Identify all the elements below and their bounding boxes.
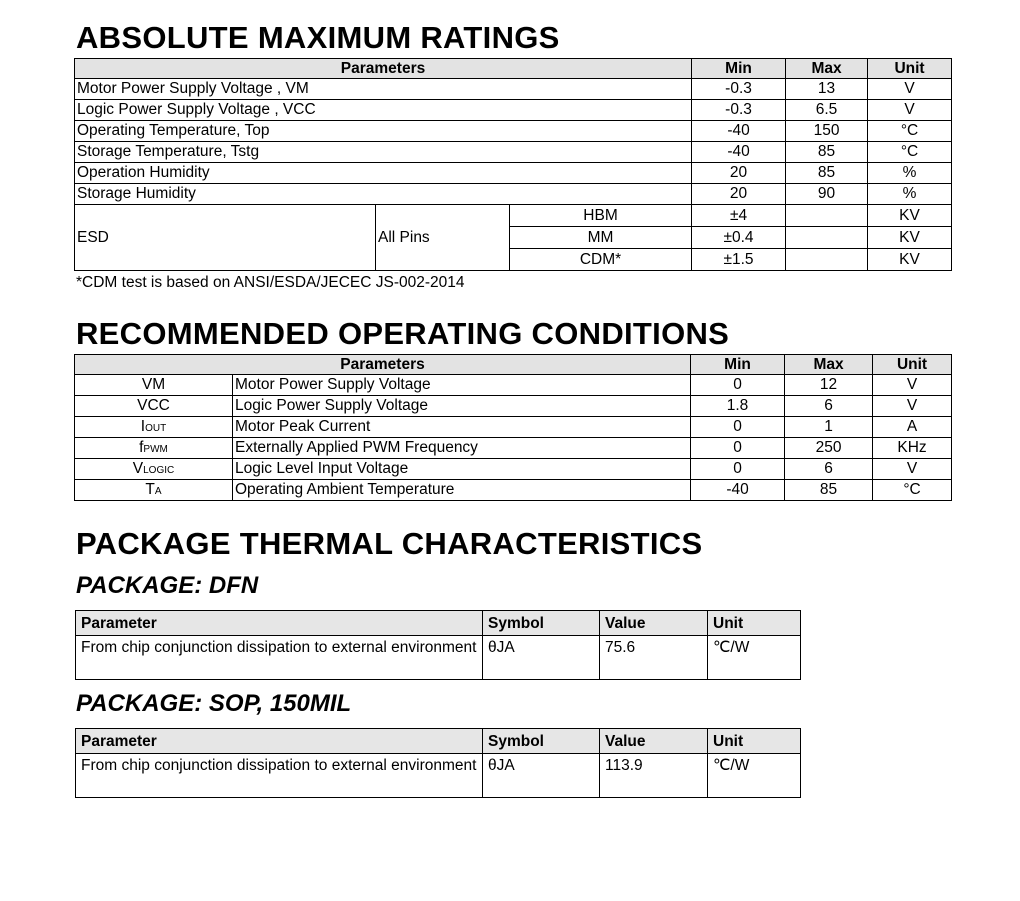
min-cell: 0 [691, 438, 785, 459]
min-cell: 0 [691, 459, 785, 480]
min-cell: ±4 [692, 205, 786, 227]
unit-cell: KHz [873, 438, 952, 459]
amr-header-parameters: Parameters [75, 59, 692, 79]
param-cell: Motor Power Supply Voltage [233, 375, 691, 396]
table-row [75, 184, 952, 205]
header-unit: Unit [708, 729, 801, 754]
unit-cell: V [873, 459, 952, 480]
esd-model-cell: MM [510, 227, 692, 249]
package-sop-table [75, 728, 801, 798]
param-cell: Motor Power Supply Voltage , VM [75, 79, 692, 100]
min-cell: -40 [692, 142, 786, 163]
table-row [75, 480, 952, 501]
unit-cell: °C [873, 480, 952, 501]
min-cell: 1.8 [691, 396, 785, 417]
min-cell: -0.3 [692, 100, 786, 121]
esd-label-cell: ESD [75, 205, 376, 271]
symbol-main: V [132, 460, 144, 478]
table-row [75, 375, 952, 396]
amr-table [74, 58, 952, 271]
symbol-cell [75, 396, 233, 417]
param-cell: Operating Temperature, Top [75, 121, 692, 142]
param-cell: Logic Level Input Voltage [233, 459, 691, 480]
table-row [75, 100, 952, 121]
table-row [76, 754, 801, 798]
min-cell: 20 [692, 163, 786, 184]
table-row [75, 417, 952, 438]
header-parameter: Parameter [76, 611, 483, 636]
amr-header-unit: Unit [868, 59, 952, 79]
roc-table [74, 354, 952, 501]
symbol-cell [75, 459, 233, 480]
symbol-sub: PWM [143, 444, 168, 456]
max-cell: 85 [786, 163, 868, 184]
table-row [75, 205, 952, 227]
min-cell: -40 [692, 121, 786, 142]
package-dfn-title: PACKAGE: DFN [76, 572, 259, 599]
symbol-cell [75, 438, 233, 459]
param-cell: Operation Humidity [75, 163, 692, 184]
unit-cell: A [873, 417, 952, 438]
unit-cell: V [873, 396, 952, 417]
unit-cell: KV [868, 227, 952, 249]
param-cell: Storage Temperature, Tstg [75, 142, 692, 163]
max-cell: 12 [785, 375, 873, 396]
symbol-sub: OUT [145, 423, 167, 435]
param-cell: Storage Humidity [75, 184, 692, 205]
table-row [75, 459, 952, 480]
table-row [75, 396, 952, 417]
unit-cell: % [868, 184, 952, 205]
header-value: Value [600, 729, 708, 754]
unit-cell: V [873, 375, 952, 396]
symbol-main: f [139, 439, 144, 457]
header-value: Value [600, 611, 708, 636]
symbol-cell [75, 375, 233, 396]
roc-header-unit: Unit [873, 355, 952, 375]
header-symbol: Symbol [483, 611, 600, 636]
roc-header-max: Max [785, 355, 873, 375]
roc-header-min: Min [691, 355, 785, 375]
unit-cell: % [868, 163, 952, 184]
max-cell: 6.5 [786, 100, 868, 121]
param-cell: Logic Power Supply Voltage [233, 396, 691, 417]
symbol-sub: LOGIC [143, 465, 175, 477]
max-cell: 6 [785, 459, 873, 480]
unit-cell: °C [868, 142, 952, 163]
parameter-cell: From chip conjunction dissipation to external environment [76, 754, 483, 798]
min-cell: ±0.4 [692, 227, 786, 249]
roc-header-parameters: Parameters [75, 355, 691, 375]
symbol-cell [75, 480, 233, 501]
max-cell: 13 [786, 79, 868, 100]
amr-header-min: Min [692, 59, 786, 79]
param-cell: Externally Applied PWM Frequency [233, 438, 691, 459]
symbol-main: T [145, 481, 155, 499]
symbol-main: VM [141, 376, 166, 394]
param-cell: Motor Peak Current [233, 417, 691, 438]
max-cell: 150 [786, 121, 868, 142]
min-cell: -0.3 [692, 79, 786, 100]
value-cell: 113.9 [600, 754, 708, 798]
unit-cell: V [868, 100, 952, 121]
min-cell: 0 [691, 375, 785, 396]
table-row [75, 163, 952, 184]
max-cell: 85 [785, 480, 873, 501]
table-row [75, 438, 952, 459]
ptc-title: PACKAGE THERMAL CHARACTERISTICS [76, 526, 703, 561]
unit-cell: KV [868, 205, 952, 227]
table-row [76, 636, 801, 680]
param-cell: Logic Power Supply Voltage , VCC [75, 100, 692, 121]
table-row [75, 142, 952, 163]
cdm-footnote: *CDM test is based on ANSI/ESDA/JECEC JS-002-2014 [76, 274, 465, 291]
unit-cell: ℃/W [708, 636, 801, 680]
esd-model-cell: CDM* [510, 249, 692, 271]
esd-pins-cell: All Pins [376, 205, 510, 271]
max-cell: 1 [785, 417, 873, 438]
param-cell: Operating Ambient Temperature [233, 480, 691, 501]
header-unit: Unit [708, 611, 801, 636]
unit-cell: °C [868, 121, 952, 142]
min-cell: ±1.5 [692, 249, 786, 271]
unit-cell: ℃/W [708, 754, 801, 798]
max-cell: 90 [786, 184, 868, 205]
parameter-cell: From chip conjunction dissipation to external environment [76, 636, 483, 680]
max-cell: 85 [786, 142, 868, 163]
min-cell: -40 [691, 480, 785, 501]
package-sop-title: PACKAGE: SOP, 150MIL [76, 690, 352, 717]
amr-header-max: Max [786, 59, 868, 79]
min-cell: 0 [691, 417, 785, 438]
symbol-sub: A [154, 486, 162, 498]
unit-cell: KV [868, 249, 952, 271]
max-cell: 6 [785, 396, 873, 417]
esd-model-cell: HBM [510, 205, 692, 227]
symbol-cell: θJA [483, 754, 600, 798]
roc-title: RECOMMENDED OPERATING CONDITIONS [76, 316, 730, 351]
table-row [75, 121, 952, 142]
symbol-cell [75, 417, 233, 438]
header-symbol: Symbol [483, 729, 600, 754]
max-cell [786, 249, 868, 271]
value-cell: 75.6 [600, 636, 708, 680]
package-dfn-table [75, 610, 801, 680]
symbol-main: I [140, 418, 146, 436]
max-cell [786, 227, 868, 249]
amr-title: ABSOLUTE MAXIMUM RATINGS [76, 20, 560, 55]
header-parameter: Parameter [76, 729, 483, 754]
unit-cell: V [868, 79, 952, 100]
symbol-cell: θJA [483, 636, 600, 680]
symbol-main: VCC [137, 397, 170, 415]
table-row [75, 79, 952, 100]
max-cell [786, 205, 868, 227]
max-cell: 250 [785, 438, 873, 459]
min-cell: 20 [692, 184, 786, 205]
